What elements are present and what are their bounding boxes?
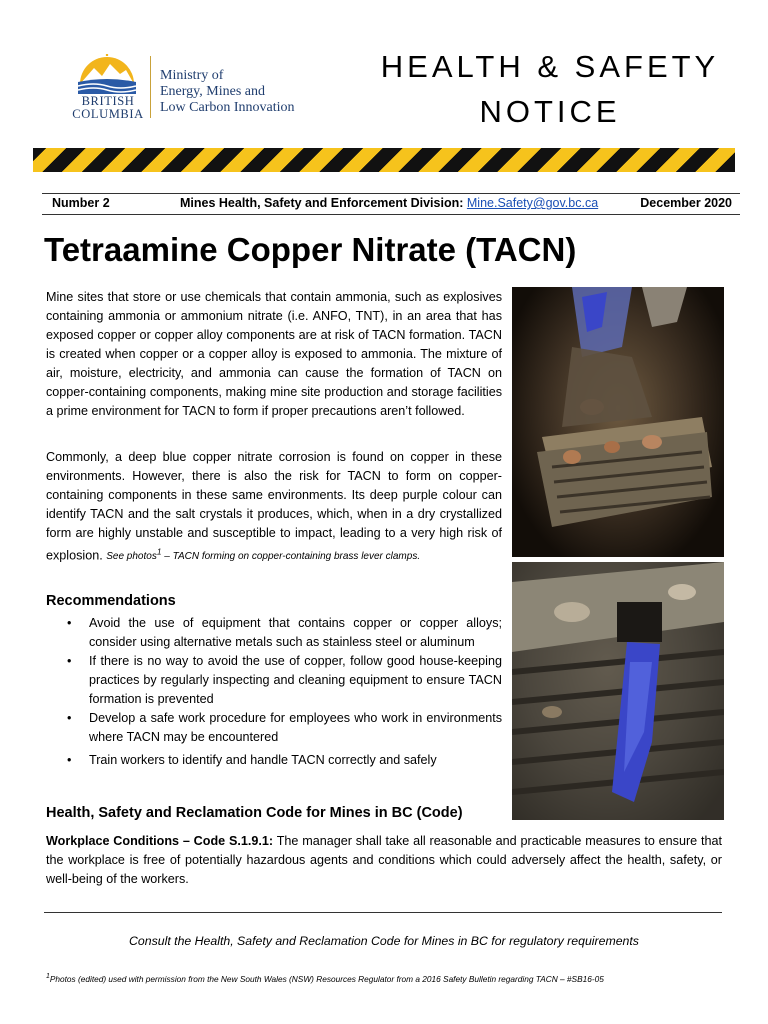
recommendations-list [46,614,502,770]
list-item: • Avoid the use of equipment that contains copper or copper alloys; consider using alternative metals such as stainless steel or aluminum [67,616,502,649]
list-item: • Train workers to identify and handle TACN correctly and safely [46,751,502,770]
division-info [180,195,598,211]
email-link[interactable]: Mine.Safety@gov.bc.ca [466,196,599,210]
bc-government-logo [66,52,306,122]
tacn-photo-top [512,287,724,557]
bc-sun-mountains-icon [74,54,140,94]
description-paragraph [46,448,502,566]
code-paragraph [46,832,722,889]
main-heading: Tetraamine Copper Nitrate (TACN) [44,231,577,268]
description-text: Commonly, a deep blue copper nitrate corrosion is found on copper in these environments. However, there is also the risk for TACN to form on copper-containing components in these same environments. Its deep purple colour can identify TACN and the salt crystals it produces, which, when in a dry crystallized form are highly unstable and susceptible to impact, leading to a very high risk of explosion. [46,450,502,563]
bullet-icon: • [67,654,72,668]
notice-number: Number 2 [52,196,110,210]
intro-paragraph: Mine sites that store or use chemicals that contain ammonia, such as explosives containing ammonia or ammonium nitrate (i.e. ANFO, TNT), in an area that has exposed copper or copper alloy components are at risk of TACN formation. TACN is created when copper or a copper alloy is exposed to ammonia. The mixture of air, moisture, electricity, and ammonia can cause the formation of TACN on copper-containing components, making mine site production and storage facilities a prime environment for TACN to form if proper precautions aren’t followed. [46,290,502,418]
ministry-name: Ministry of Energy, Mines and Low Carbon Innovation [160,68,295,115]
photo-caption: See photos$^1$ – TACN forming on copper-containing brass lever clamps. [106,547,421,563]
division-label: Mines Health, Safety and Enforcement Division: [180,196,464,210]
photo-footnote: $^1$Photos (edited) used with permission from the New South Wales (NSW) Resources Regulator from a 2016 Safety Bulletin regarding TACN – #SB16-05 [46,973,604,984]
logo-text-columbia: COLUMBIA [72,107,144,121]
list-item: • If there is no way to avoid the use of copper, follow good house-keeping practices by regularly inspecting and cleaning equipment to ensure TACN formation is prevented [67,654,502,706]
bullet-icon: • [67,711,72,725]
bullet-icon: • [67,616,72,630]
code-heading: Health, Safety and Reclamation Code for Mines in BC (Code) [46,805,463,821]
info-bar-top-rule [42,193,740,194]
logo-text-british: BRITISH [81,94,135,108]
notice-title: HEALTH & SAFETY NOTICE [380,49,720,129]
corroded-lever-image [512,562,724,820]
tacn-photo-bottom [512,562,724,820]
code-lead: Workplace Conditions – Code S.1.9.1: [46,834,274,848]
recommendations-heading: Recommendations [46,593,176,609]
bullet-icon: • [67,753,72,767]
info-bar-bottom-rule [42,214,740,215]
corroded-clamp-image [512,287,724,557]
logo-divider [150,56,151,118]
list-item: • Develop a safe work procedure for employees who work in environments where TACN may be encountered [67,711,502,744]
footer-rule [44,912,722,913]
hazard-stripe [33,148,735,172]
code-text: The manager shall take all reasonable and practicable measures to ensure that the workplace is free of potentially hazardous agents and conditions which could adversely affect the health, safety, or well-being of the workers. [46,834,723,886]
consult-note: Consult the Health, Safety and Reclamation Code for Mines in BC for regulatory requirements [129,934,639,948]
notice-date: December 2020 [640,196,732,210]
